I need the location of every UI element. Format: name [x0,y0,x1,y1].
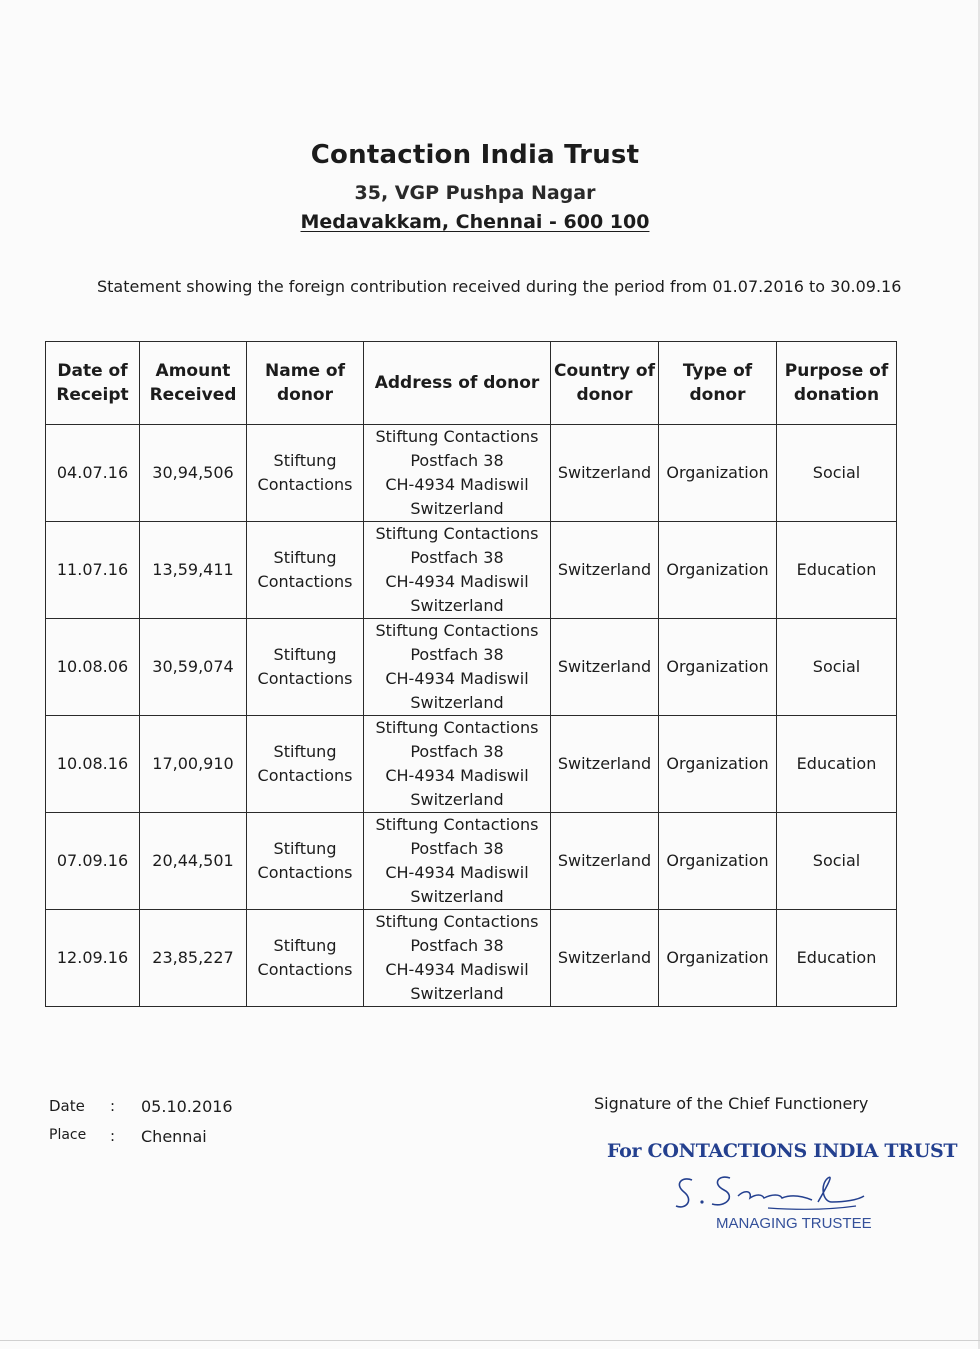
cell-country: Switzerland [551,619,659,716]
cell-donor-address [364,716,551,813]
cell-purpose: Social [777,619,897,716]
date-label: Date [49,1097,85,1115]
address-line: Stiftung Contactions [375,815,539,834]
cell-country: Switzerland [551,716,659,813]
cell-donor-type: Organization [659,910,777,1007]
place-label: Place [49,1127,87,1143]
table-row [46,619,897,716]
address-line: CH-4934 Madiswil [385,766,529,785]
address-line: CH-4934 Madiswil [385,475,529,494]
donor-name-line: Contactions [257,475,353,494]
address-line: Postfach 38 [410,839,504,858]
address-line: CH-4934 Madiswil [385,669,529,688]
handwritten-signature [668,1168,868,1218]
cell-amount: 30,59,074 [140,619,247,716]
cell-date: 12.09.16 [46,910,140,1007]
cell-donor-type: Organization [659,716,777,813]
cell-amount: 23,85,227 [140,910,247,1007]
donor-name-line: Stiftung [273,548,337,567]
table-row [46,716,897,813]
address-line: Postfach 38 [410,936,504,955]
header-donor-type: Type of donor [659,342,777,425]
cell-donor-name [247,910,364,1007]
cell-donor-address [364,813,551,910]
donor-name-line: Contactions [257,572,353,591]
date-value: 05.10.2016 [141,1097,233,1116]
cell-purpose: Social [777,425,897,522]
cell-donor-address [364,522,551,619]
cell-donor-type: Organization [659,425,777,522]
header-date: Date of Receipt [46,342,140,425]
donor-name-line: Contactions [257,766,353,785]
statement-text: Statement showing the foreign contribution received during the period from 01.07.2016 to 30.09.16 [97,277,902,296]
table-row [46,425,897,522]
cell-country: Switzerland [551,813,659,910]
contribution-table [45,341,897,1007]
cell-donor-address [364,425,551,522]
donor-name-line: Stiftung [273,839,337,858]
date-separator: : [110,1097,116,1115]
cell-donor-type: Organization [659,522,777,619]
cell-donor-name [247,619,364,716]
cell-date: 07.09.16 [46,813,140,910]
cell-country: Switzerland [551,425,659,522]
cell-date: 10.08.06 [46,619,140,716]
address-line: Switzerland [410,693,504,712]
stamp-role: MANAGING TRUSTEE [716,1215,872,1232]
table-row [46,522,897,619]
stamp-org: For CONTACTIONS INDIA TRUST [607,1140,958,1162]
address-line: Switzerland [410,596,504,615]
donor-name-line: Stiftung [273,645,337,664]
place-separator: : [110,1127,116,1145]
address-line: Stiftung Contactions [375,427,539,446]
cell-amount: 30,94,506 [140,425,247,522]
cell-donor-address [364,619,551,716]
address-line: Postfach 38 [410,645,504,664]
cell-donor-address [364,910,551,1007]
cell-donor-name [247,522,364,619]
cell-country: Switzerland [551,910,659,1007]
address-line: Stiftung Contactions [375,912,539,931]
cell-amount: 13,59,411 [140,522,247,619]
cell-purpose: Education [777,716,897,813]
address-line: Stiftung Contactions [375,718,539,737]
cell-country: Switzerland [551,522,659,619]
address-line: Switzerland [410,499,504,518]
signature-title: Signature of the Chief Functionery [594,1094,869,1113]
org-address-line2-text: Medavakkam, Chennai - 600 100 [300,211,650,233]
cell-donor-type: Organization [659,619,777,716]
page-edge-bottom [0,1340,980,1341]
header-country: Country of donor [551,342,659,425]
cell-amount: 17,00,910 [140,716,247,813]
address-line: Switzerland [410,984,504,1003]
address-line: Switzerland [410,790,504,809]
table-row [46,910,897,1007]
donor-name-line: Stiftung [273,742,337,761]
cell-donor-name [247,716,364,813]
donor-name-line: Contactions [257,669,353,688]
org-address-line1: 35, VGP Pushpa Nagar [354,182,596,204]
org-name: Contaction India Trust [310,140,640,170]
address-line: CH-4934 Madiswil [385,863,529,882]
cell-date: 10.08.16 [46,716,140,813]
cell-date: 04.07.16 [46,425,140,522]
donor-name-line: Contactions [257,863,353,882]
address-line: Stiftung Contactions [375,524,539,543]
org-address-line2 [0,211,950,233]
table-row [46,813,897,910]
address-line: Postfach 38 [410,742,504,761]
donor-name-line: Stiftung [273,451,337,470]
cell-purpose: Education [777,522,897,619]
table-header-row [46,342,897,425]
cell-donor-name [247,425,364,522]
address-line: CH-4934 Madiswil [385,572,529,591]
cell-date: 11.07.16 [46,522,140,619]
address-line: Postfach 38 [410,451,504,470]
cell-purpose: Education [777,910,897,1007]
address-line: Switzerland [410,887,504,906]
cell-donor-name [247,813,364,910]
header-purpose: Purpose of donation [777,342,897,425]
address-line: CH-4934 Madiswil [385,960,529,979]
cell-purpose: Social [777,813,897,910]
header-amount: Amount Received [140,342,247,425]
cell-amount: 20,44,501 [140,813,247,910]
donor-name-line: Contactions [257,960,353,979]
donor-name-line: Stiftung [273,936,337,955]
header-donor-address: Address of donor [364,342,551,425]
header-donor-name: Name of donor [247,342,364,425]
place-value: Chennai [141,1127,207,1146]
address-line: Postfach 38 [410,548,504,567]
address-line: Stiftung Contactions [375,621,539,640]
cell-donor-type: Organization [659,813,777,910]
